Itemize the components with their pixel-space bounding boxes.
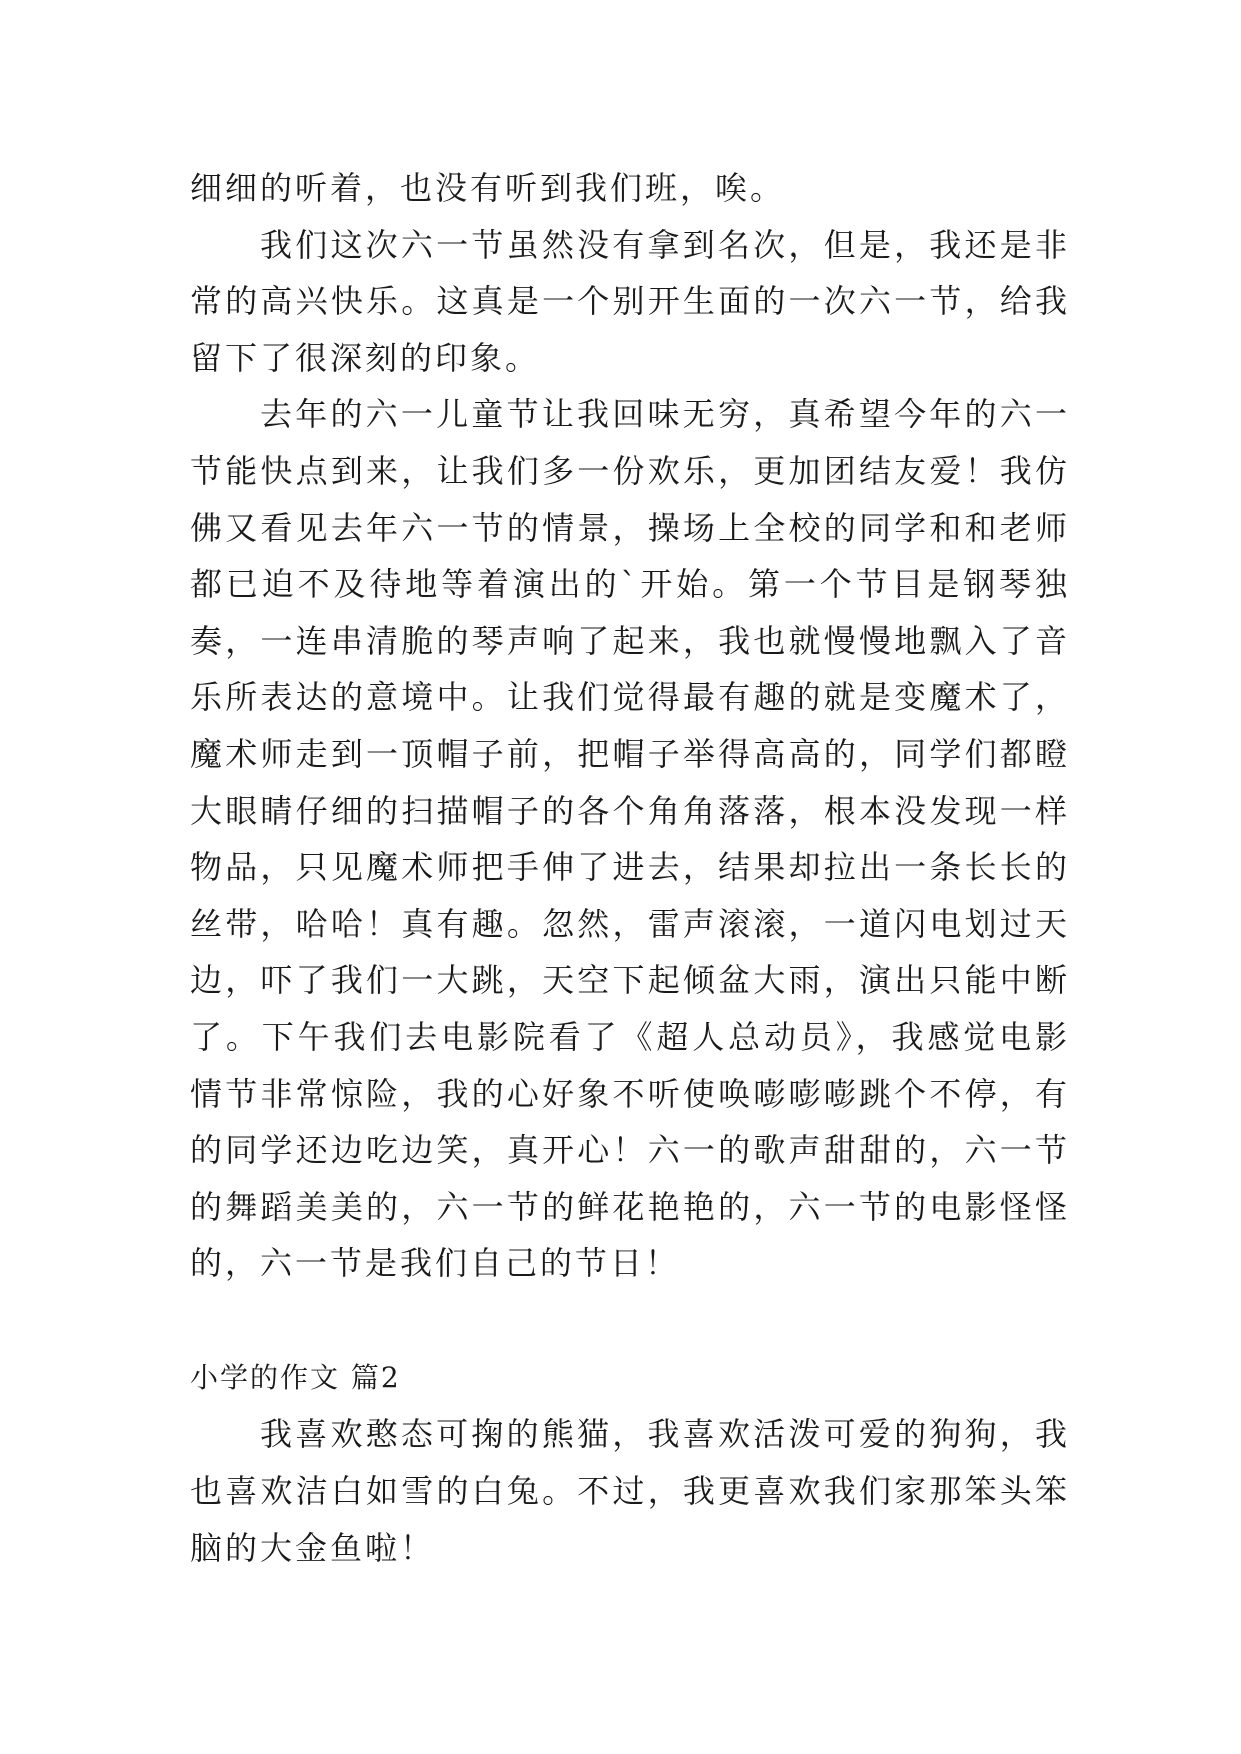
paragraph-summary: 我们这次六一节虽然没有拿到名次，但是，我还是非常的高兴快乐。这真是一个别开生面的一次六一节，给我留下了很深刻的印象。 xyxy=(190,225,1070,377)
paragraph-continued: 细细的听着，也没有听到我们班，唉。 xyxy=(190,169,786,207)
paragraph-goldfish-intro: 我喜欢憨态可掬的熊猫，我喜欢活泼可爱的狗狗，我也喜欢洁白如雪的白兔。不过，我更喜欢我们家那笨头笨脑的大金鱼啦！ xyxy=(190,1415,1070,1567)
paragraph-memory: 去年的六一儿童节让我回味无穷，真希望今年的六一节能快点到来，让我们多一份欢乐，更加团结友爱！我仿佛又看见去年六一节的情景，操场上全校的同学和和老师都已迫不及待地等着演出的`开始。第一个节目是钢琴独奏，一连串清脆的琴声响了起来，我也就慢慢地飘入了音乐所表达的意境中。让我们觉得最有趣的就是变魔术了，魔术师走到一顶帽子前，把帽子举得高高的，同学们都瞪大眼睛仔细的扫描帽子的各个角角落落，根本没发现一样物品，只见魔术师把手伸了进去，结果却拉出一条长长的丝带，哈哈！真有趣。忽然，雷声滚滚，一道闪电划过天边，吓了我们一大跳，天空下起倾盆大雨，演出只能中断了。下午我们去电影院看了《超人总动员》，我感觉电影情节非常惊险，我的心好象不听使唤嘭嘭嘭跳个不停，有的同学还边吃边笑，真开心！六一的歌声甜甜的，六一节的舞蹈美美的，六一节的鲜花艳艳的，六一节的电影怪怪的，六一节是我们自己的节日！ xyxy=(190,395,1070,1283)
section-heading: 小学的作文 篇2 xyxy=(190,1360,401,1394)
section-spacer xyxy=(190,1292,1070,1350)
document-body xyxy=(190,160,1070,1576)
